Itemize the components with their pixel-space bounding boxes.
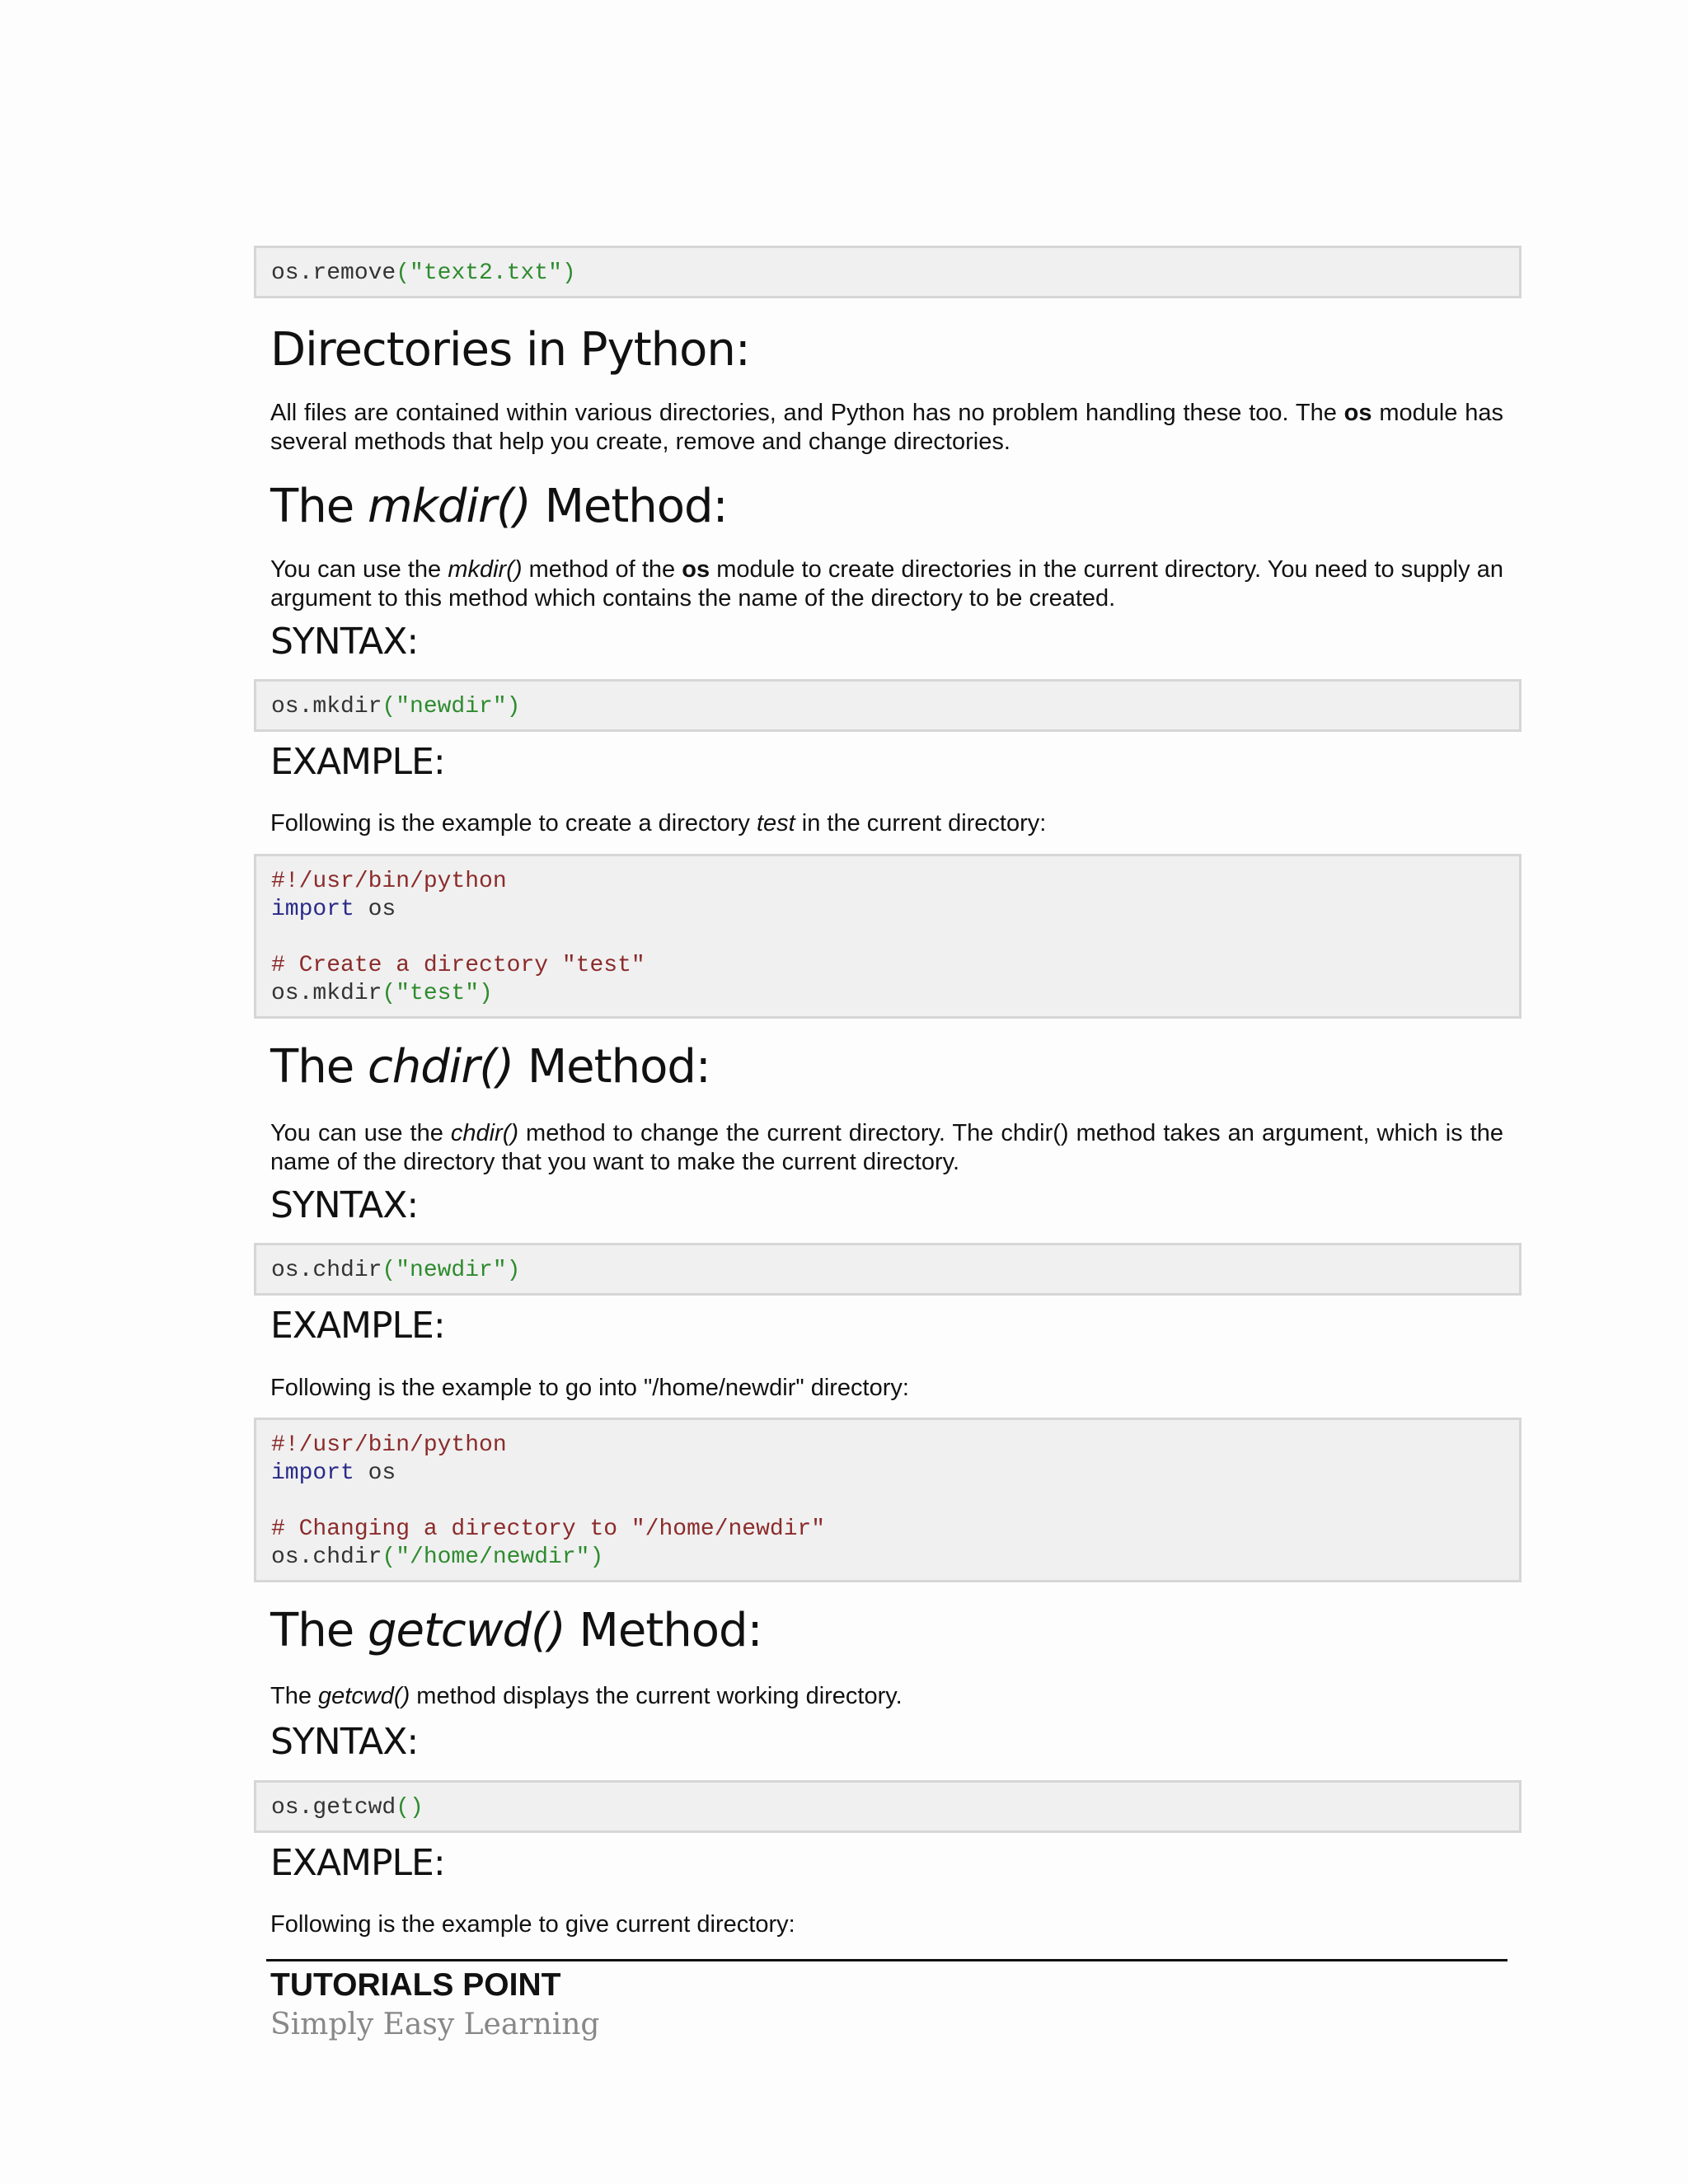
heading-getcwd [270, 1604, 762, 1658]
code-line-call [271, 980, 1519, 1008]
text: in the current directory: [795, 810, 1047, 837]
code-text: os.mkdir [271, 694, 382, 719]
code-string: ("text2.txt") [396, 260, 576, 286]
code-text: os [354, 897, 396, 922]
text: The [270, 1683, 319, 1709]
paragraph-example-mkdir [270, 809, 1503, 838]
text: method displays the current working directory. [410, 1683, 903, 1709]
italic-method: getcwd() [318, 1683, 410, 1709]
paragraph-example-chdir: Following is the example to go into "/home/newdir" directory: [270, 1375, 909, 1401]
footer-title: TUTORIALS POINT [270, 1967, 561, 2003]
text: method of the [522, 556, 682, 583]
bold-os: os [1343, 400, 1372, 426]
heading-text: The [270, 480, 368, 533]
heading-example-chdir: EXAMPLE: [270, 1305, 445, 1347]
code-line-import [271, 1460, 1519, 1488]
heading-method: getcwd() [367, 1604, 565, 1657]
text: You can use the [270, 1120, 451, 1146]
heading-example-getcwd: EXAMPLE: [270, 1842, 445, 1884]
heading-text: The [270, 1604, 368, 1657]
heading-text: Method: [513, 1040, 710, 1094]
heading-method: mkdir() [367, 480, 531, 533]
text: module has several methods that help you create, remove and change directories. [270, 400, 1503, 455]
code-block-mkdir-example [254, 854, 1522, 1019]
bold-os: os [682, 556, 710, 583]
heading-text: The [270, 1040, 368, 1094]
paragraph-getcwd [270, 1682, 1503, 1711]
code-string: ("newdir") [382, 1258, 521, 1283]
footer-divider [266, 1959, 1507, 1961]
code-line-blank [271, 1488, 1519, 1516]
paragraph-directories [270, 399, 1503, 457]
code-string: () [396, 1795, 424, 1821]
code-string: ("/home/newdir") [382, 1544, 604, 1570]
code-text: os.remove [271, 260, 396, 286]
heading-mkdir [270, 480, 727, 534]
code-block-getcwd-syntax [254, 1780, 1522, 1833]
text: All files are contained within various directories, and Python has no problem handling these too. The [270, 400, 1344, 426]
italic-method: chdir() [450, 1120, 519, 1146]
code-text: os [354, 1460, 396, 1486]
code-text: os.chdir [271, 1544, 382, 1570]
code-block-chdir-syntax [254, 1243, 1522, 1296]
code-line-comment: # Changing a directory to "/home/newdir" [271, 1516, 826, 1542]
code-line-comment: # Create a directory "test" [271, 953, 645, 978]
heading-syntax-getcwd: SYNTAX: [270, 1721, 419, 1763]
code-line-shebang: #!/usr/bin/python [271, 1432, 507, 1458]
text: Following is the example to create a directory [270, 810, 757, 837]
code-block-remove [254, 246, 1522, 298]
heading-text: Method: [565, 1604, 762, 1657]
paragraph-mkdir [270, 555, 1503, 613]
code-keyword: import [271, 1460, 354, 1486]
italic-test: test [756, 810, 795, 837]
code-text: os.chdir [271, 1258, 382, 1283]
text: module to create directories in the current directory. You need to supply an argument to this method which contains the name of the directory to be created. [270, 556, 1503, 612]
paragraph-chdir [270, 1119, 1503, 1177]
code-keyword: import [271, 897, 354, 922]
heading-syntax-chdir: SYNTAX: [270, 1184, 419, 1226]
code-text: os.getcwd [271, 1795, 396, 1821]
heading-text: Method: [530, 480, 728, 533]
text: method to change the current directory. The chdir() method takes an argument, which is the name of the directory that you want to make the current directory. [270, 1120, 1503, 1175]
text: You can use the [270, 556, 448, 583]
code-string: ("test") [382, 981, 493, 1006]
footer-subtitle: Simply Easy Learning [270, 2008, 600, 2041]
code-text: os.mkdir [271, 981, 382, 1006]
code-block-mkdir-syntax [254, 679, 1522, 732]
code-string: ("newdir") [382, 694, 521, 719]
heading-example-mkdir: EXAMPLE: [270, 741, 445, 783]
paragraph-example-getcwd: Following is the example to give current directory: [270, 1911, 795, 1938]
code-line-shebang: #!/usr/bin/python [271, 869, 507, 894]
italic-method: mkdir() [448, 556, 523, 583]
heading-directories: Directories in Python: [270, 323, 750, 377]
heading-syntax-mkdir: SYNTAX: [270, 621, 419, 663]
code-block-chdir-example [254, 1418, 1522, 1582]
code-line-call [271, 1544, 1519, 1572]
code-line-blank [271, 924, 1519, 952]
heading-chdir [270, 1040, 710, 1094]
code-line-import [271, 896, 1519, 924]
heading-method: chdir() [367, 1040, 514, 1094]
